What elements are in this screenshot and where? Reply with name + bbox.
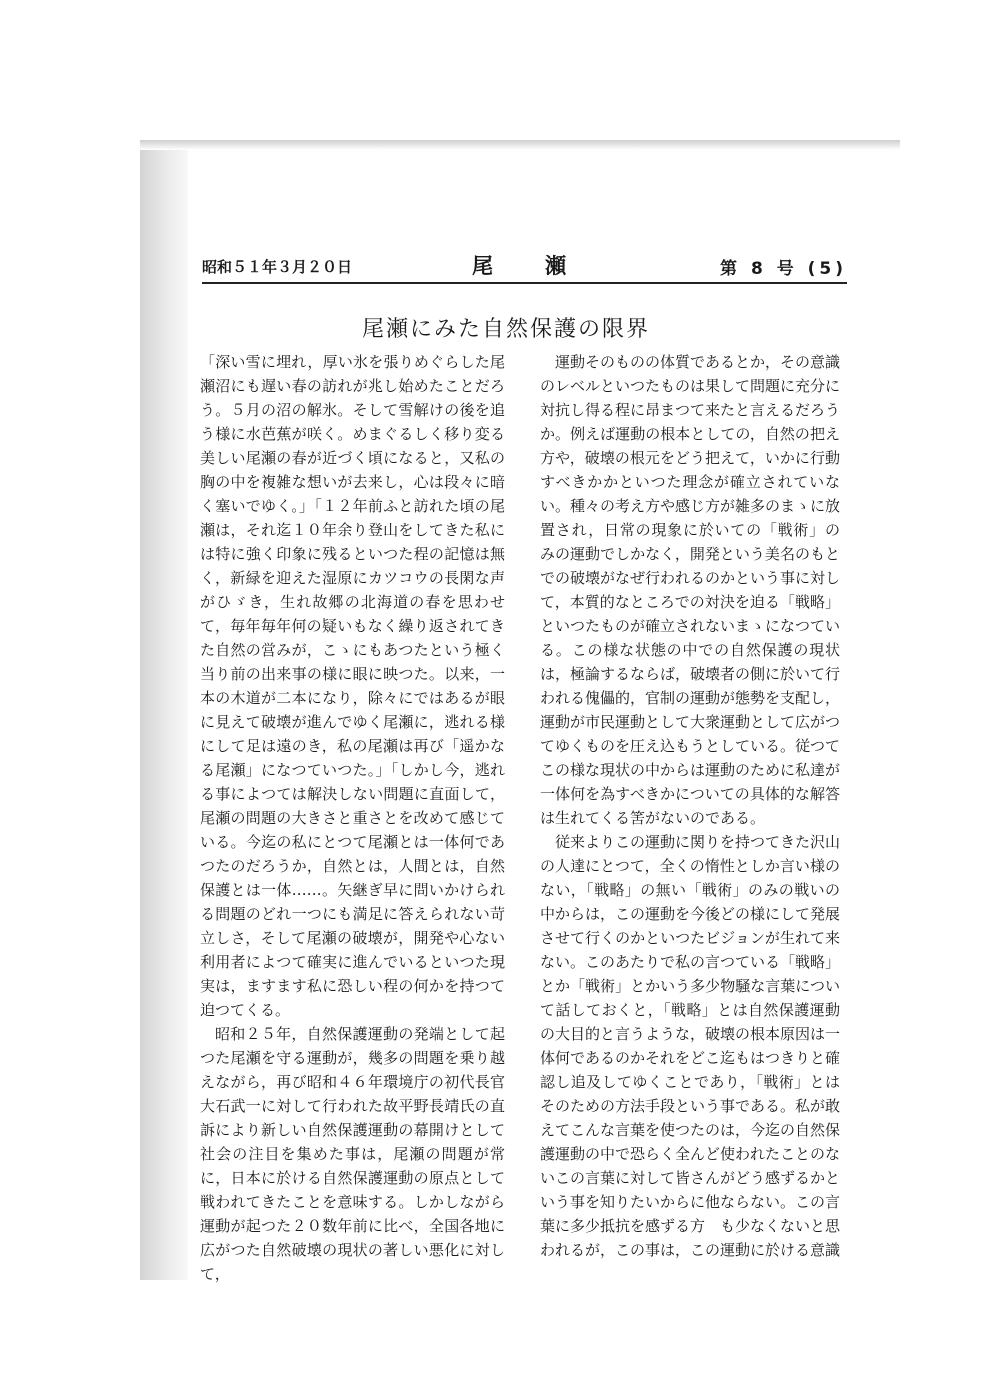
paragraph: 従来よりこの運動に関りを持つてきた沢山の人達にとつて，全くの惰性としか言い様のない，「戦略」の無い「戦術」のみの戦いの中からは，この運動を今後どの様にして発展させて行くのかといつたビジョンが生れて来ない。このあたりで私の言つている「戦略」とか「戦術」とかいう多少物騒な言葉について話しておくと，「戦略」とは自然保護運動の大目的と言うような，破壊の根本原因は一体何であるのかそれをどこ迄もはつきりと確認し追及してゆくことであり，「戦術」とはそのための方法手段という事である。私が敢えてこんな言葉を使つたのは，今迄の自然保護運動の中で恐らく全んど使われたことのないこの言葉に対して皆さんがどう感ずるかという事を知りたいからに他ならない。この言葉に多少抵抗を感ずる方 も少なくないと思われるが，この事は，この運動に於ける意識 [540,833,841,1259]
scan-edge-shadow [140,140,188,1280]
issue-date: 昭和５１年３月２０日 [202,258,353,276]
paragraph: 「深い雪に埋れ，厚い氷を張りめぐらした尾瀬沼にも遅い春の訪れが兆し始めたことだろう。５月の沼の解氷。そして雪解けの後を追う様に水芭蕉が咲く。めまぐるしく移り変る美しい尾瀬の春が近づく頃になると，又私の胸の中を複雑な想いが去来し，心は段々に暗く塞いでゆく。」「１２年前ふと訪れた頃の尾瀬は，それ迄１０年余り登山をしてきた私には特に強く印象に残るといつた程の記憶は無く，新緑を迎えた湿原にカツコウの長閑な声がひゞき，生れ故郷の北海道の春を思わせて，毎年毎年何の疑いもなく繰り返されてきた自然の営みが，こゝにもあつたという極く当り前の出来事の様に眼に映つた。以来，一本の木道が二本になり，除々にではあるが眼に見えて破壊が進んでゆく尾瀬に，逃れる様にして足は遠のき，私の尾瀬は再び「遥かなる尾瀬」になつていつた。」「しかし今，逃れる事によつては解決しない問題に直面して，尾瀬の問題の大きさと重さとを改めて感じている。今迄の私にとつて尾瀬とは一体何であつたのだろうか，自然とは，人間とは，自然保護とは一体……。矢継ぎ早に問いかけられる問題のどれ一つにも満足に答えられない苛立しさ，そして尾瀬の破壊が，開発や心ない利用者によつて確実に進んでいるといつた現実は，ますます私に恐しい程の何かを持つて迫つてくる。 [200,353,505,1019]
paragraph: 運動そのものの体質であるとか，その意識のレベルといつたものは果して問題に充分に対抗し得る程に昂まつて来たと言えるだろうか。例えば運動の根本としての，自然の把え方や，破壊の根元をどう把えて，いかに行動すべきかかといつた理念が確立されていない。種々の考え方や感じ方が雑多のまゝに放置され，日常の現象に於いての「戦術」のみの運動でしかなく，開発という美名のもとでの破壊がなぜ行われるのかという事に対して，本質的なところでの対決を迫る「戦略」といつたものが確立されないまゝになつている。この様な状態の中での自然保護の現状は，極論するならば，破壊者の側に於いて行われる傀儡的，官制の運動が態勢を支配し，運動が市民運動として大衆運動として広がつてゆくものを圧え込もうとしている。従つてこの様な現状の中からは運動のために私達が一体何を為すべきかについての具体的な解答は生れてくる筈がないのである。 [540,353,841,827]
issue-number: 第 8 号 (5) [720,259,847,279]
page-header [202,250,847,284]
article-column-left [200,350,505,1286]
publication-title: 尾瀬 [472,253,618,278]
paragraph: 昭和２５年，自然保護運動の発端として起つた尾瀬を守る運動が，幾多の問題を乗り越えながら，再び昭和４６年環境庁の初代長官大石武一に対して行われた故平野長靖氏の直訴により新しい自然保護運動の幕開けとして社会の注目を集めた事は，尾瀬の問題が常に，日本に於ける自然保護運動の原点として戦われてきたことを意味する。しかしながら運動が起つた２０数年前に比べ，全国各地に広がつた自然破壊の現状の著しい悪化に対して， [200,1025,505,1283]
article-column-right [540,350,840,1262]
article-headline: 尾瀬にみた自然保護の限界 [362,317,651,342]
newsletter-page [190,0,870,1400]
